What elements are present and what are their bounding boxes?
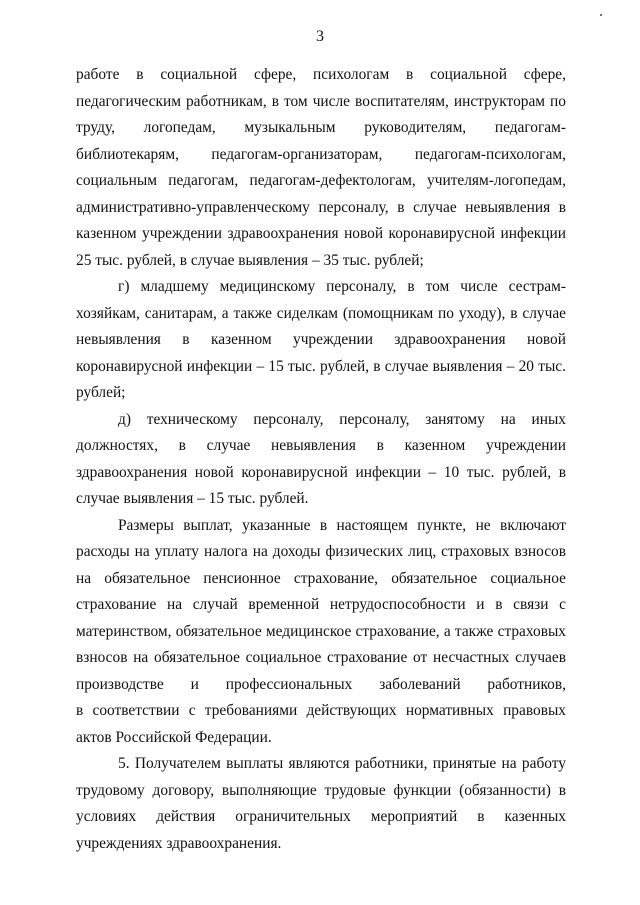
text-line: хозяйкам, санитарам, а также сиделкам (помощникам по уходу), в случае	[76, 304, 566, 322]
text-line: случае выявления – 15 тыс. рублей.	[76, 490, 309, 507]
text-line: д) техническому персоналу, персоналу, занятому на иных	[118, 410, 566, 428]
text-line: здравоохранения новой коронавирусной инфекции – 10 тыс. рублей, в	[76, 463, 566, 481]
text-line: 25 тыс. рублей, в случае выявления – 35 тыс. рублей;	[76, 251, 424, 269]
text-line: коронавирусной инфекции – 15 тыс. рублей, в случае выявления – 20 тыс.	[76, 357, 566, 375]
text-line: взносов на обязательное социальное страхование от несчастных случаев	[76, 649, 566, 666]
text-line: Размеры выплат, указанные в настоящем пункте, не включают	[118, 516, 566, 534]
document-body	[76, 62, 566, 857]
text-line: административно-управленческому персоналу, в случае невыявления в	[76, 198, 566, 216]
text-line: производстве и профессиональных заболеваний работников,	[76, 675, 566, 693]
scan-artifact-dot	[600, 14, 602, 16]
text-line: рублей;	[76, 384, 126, 401]
text-line: г) младшему медицинскому персоналу, в том числе сестрам-	[118, 278, 566, 295]
text-line: невыявления в казенном учреждении здравоохранения новой	[76, 331, 566, 348]
text-line: казенном учреждении здравоохранения новой коронавирусной инфекции	[76, 225, 566, 242]
text-line: условиях действия ограничительных мероприятий в казенных	[76, 808, 566, 825]
text-line: социальным педагогам, педагогам-дефектологам, учителям-логопедам,	[76, 172, 566, 189]
text-line: в соответствии с требованиями действующих нормативных правовых	[76, 702, 566, 719]
text-line: работе в социальной сфере, психологам в социальной сфере,	[76, 66, 566, 83]
text-line: 5. Получателем выплаты являются работники, принятые на работу	[118, 755, 566, 772]
text-line: расходы на уплату налога на доходы физических лиц, страховых взносов	[76, 543, 566, 560]
text-line: трудовому договору, выполняющие трудовые функции (обязанности) в	[76, 781, 566, 799]
text-line: страхование на случай временной нетрудоспособности и в связи с	[76, 596, 566, 613]
text-line: учреждениях здравоохранения.	[76, 834, 282, 852]
page-number: 3	[316, 28, 324, 45]
text-line: педагогическим работникам, в том числе воспитателям, инструкторам по	[76, 92, 566, 110]
text-line: должностях, в случае невыявления в казенном учреждении	[76, 437, 566, 454]
text-line: актов Российской Федерации.	[76, 728, 272, 746]
text-line: труду, логопедам, музыкальным руководителям, педагогам-	[76, 119, 566, 136]
text-line: материнством, обязательное медицинское страхование, а также страховых	[76, 622, 566, 640]
text-line: на обязательное пенсионное страхование, обязательное социальное	[76, 569, 566, 587]
text-line: библиотекарям, педагогам-организаторам, педагогам-психологам,	[76, 145, 566, 163]
